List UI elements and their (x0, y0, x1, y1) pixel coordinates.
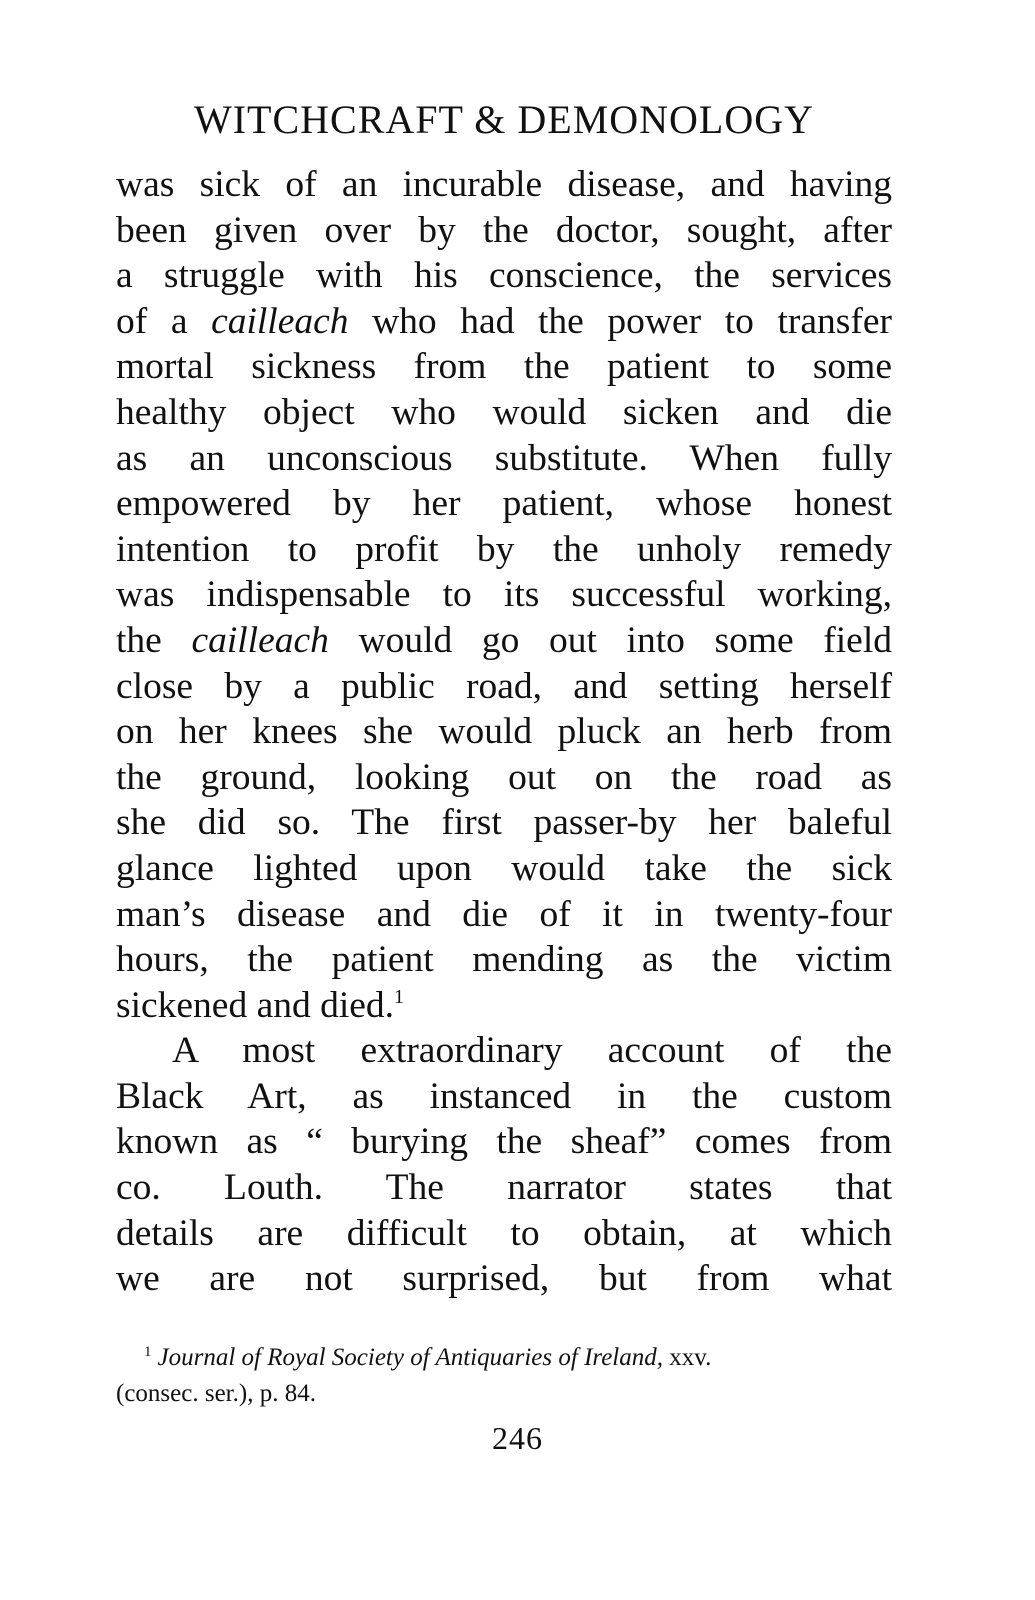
text-line: Black Art, as instanced in the custom (116, 1075, 892, 1117)
footnote-marker: 1 (144, 1344, 152, 1360)
text-run: would go out into some field (328, 619, 892, 661)
text-line: the ground, looking out on the road as (116, 756, 892, 798)
body-text (116, 162, 892, 1302)
text-line (116, 618, 892, 664)
text-run: sickened and died. (116, 984, 395, 1026)
text-line (116, 299, 892, 345)
text-run: of a (116, 300, 212, 342)
text-line: on her knees she would pluck an herb from (116, 711, 892, 753)
text-line: hours, the patient mending as the victim (116, 939, 892, 981)
paragraph-first-line: A most extraordinary account of the (172, 1030, 892, 1072)
text-line: co. Louth. The narrator states that (116, 1167, 892, 1209)
text-line: healthy object who would sicken and die (116, 391, 892, 433)
italic-term: cailleach (191, 619, 329, 661)
running-head: WITCHCRAFT & DEMONOLOGY (193, 97, 815, 142)
footnote-citation-volume: xxv. (662, 1344, 712, 1371)
page-number: 246 (492, 1420, 543, 1456)
text-line: mortal sickness from the patient to some (116, 346, 892, 388)
text-line: been given over by the doctor, sought, after (116, 209, 892, 251)
text-line: was indispensable to its successful working, (116, 574, 892, 616)
text-line: glance lighted upon would take the sick (116, 847, 892, 889)
footnote-line (116, 1340, 892, 1376)
footnote (116, 1340, 892, 1412)
footnote-line: (consec. ser.), p. 84. (116, 1380, 316, 1407)
text-line: she did so. The first passer-by her baleful (116, 802, 892, 844)
text-run: the (116, 619, 192, 661)
footnote-citation-title: Journal of Royal Society of Antiquaries of Ireland, (157, 1344, 663, 1371)
text-line: close by a public road, and setting herself (116, 665, 892, 707)
text-line: known as “ burying the sheaf” comes from (116, 1121, 892, 1163)
text-line: intention to profit by the unholy remedy (116, 528, 892, 570)
text-line (116, 983, 892, 1029)
text-line: details are difficult to obtain, at which (116, 1212, 892, 1254)
footnote-reference: 1 (394, 985, 405, 1008)
text-line: man’s disease and die of it in twenty-four (116, 893, 892, 935)
text-line: a struggle with his conscience, the services (116, 255, 892, 297)
italic-term: cailleach (211, 300, 349, 342)
text-line: as an unconscious substitute. When fully (116, 437, 892, 479)
text-line: empowered by her patient, whose honest (116, 483, 892, 525)
text-run: who had the power to transfer (348, 300, 892, 342)
text-line: we are not surprised, but from what (116, 1258, 892, 1300)
text-line: was sick of an incurable disease, and having (116, 164, 892, 205)
